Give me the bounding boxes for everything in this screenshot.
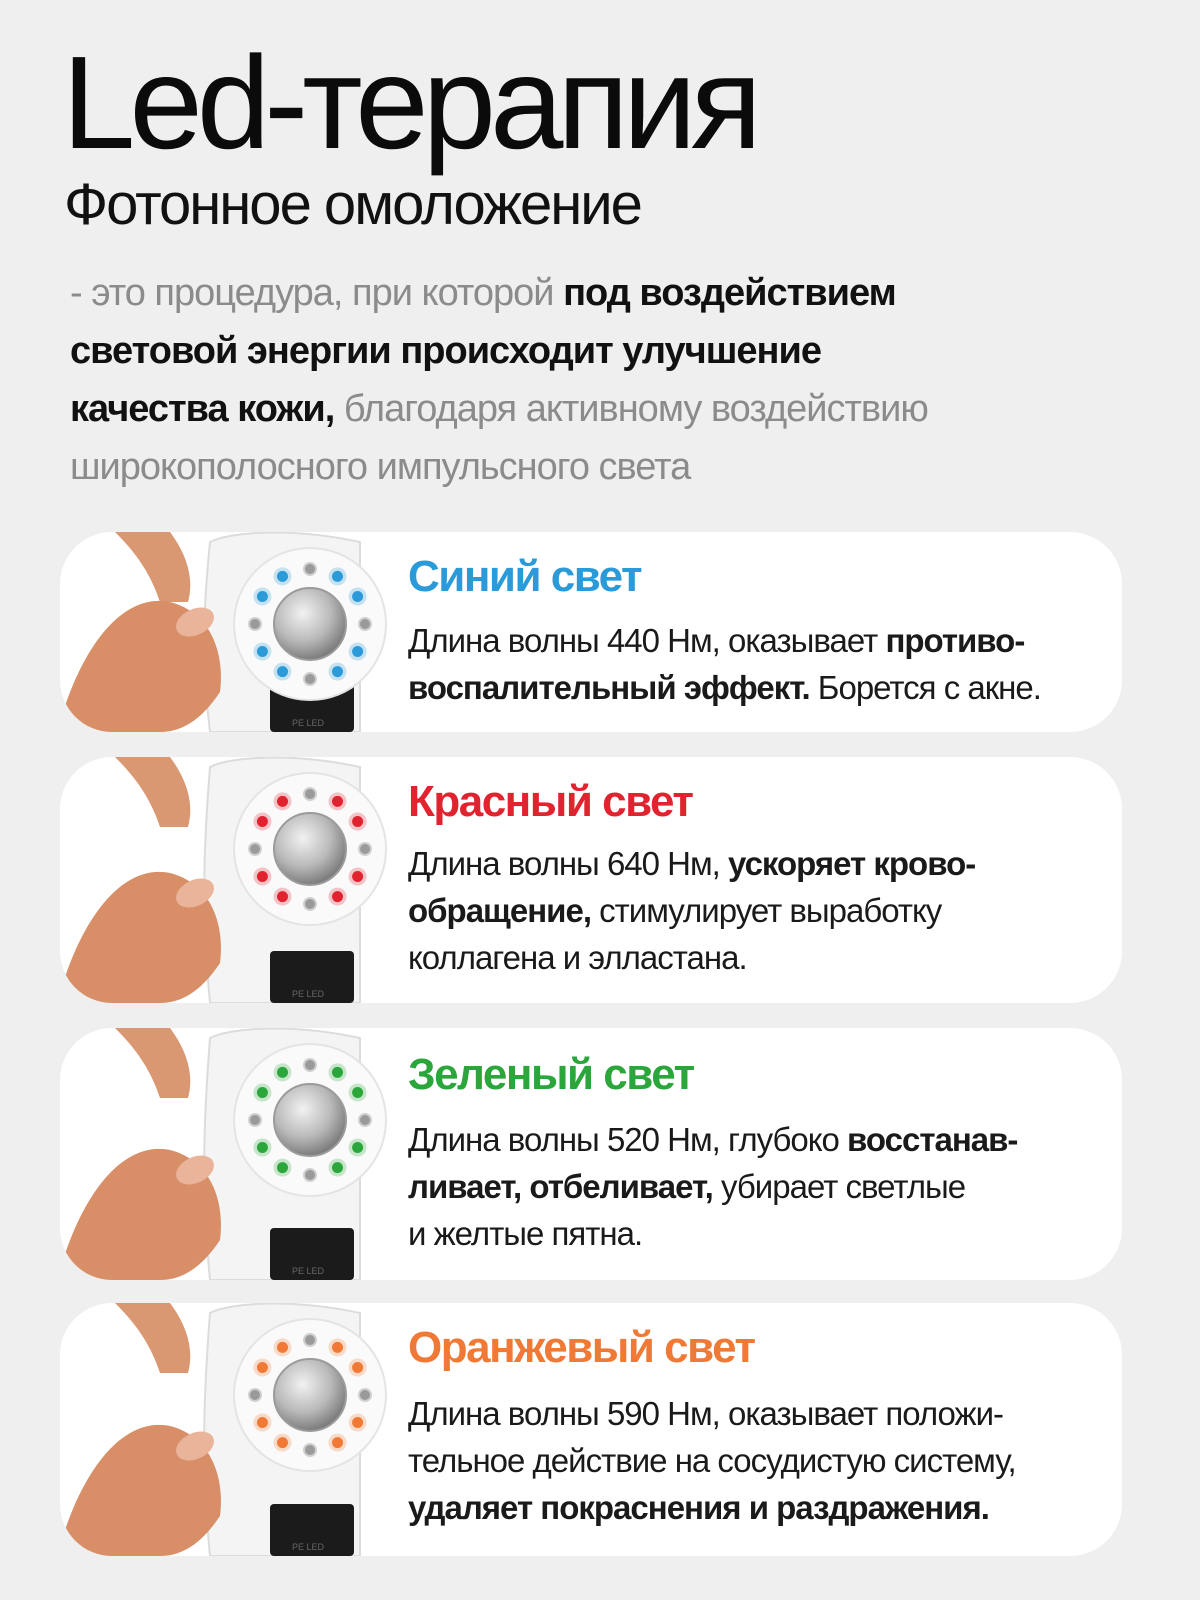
card-text: убирает светлые (712, 1168, 966, 1205)
intro-bold: световой энергии происходит улучшение (70, 330, 821, 372)
card-text: Длина волны 440 Нм, оказывает (408, 622, 886, 659)
card-title: Синий свет (408, 552, 642, 601)
card-description (408, 840, 1098, 981)
card-text: коллагена и элластана. (408, 939, 747, 976)
card-text-bold: удаляет покраснения и раздражения. (408, 1489, 989, 1526)
page-subtitle: Фотонное омоложение (64, 172, 641, 237)
intro-text: - это процедура, при которой (70, 272, 564, 314)
card-description (408, 1116, 1098, 1257)
intro-text: благодаря активному воздействию (334, 388, 928, 430)
intro-text: широкополосного импульсного света (70, 446, 691, 488)
svg-text:PE LED: PE LED (292, 1266, 325, 1276)
led-device-image (60, 1303, 390, 1556)
svg-text:PE LED: PE LED (292, 1542, 325, 1552)
led-device-icon (60, 532, 390, 732)
card-text-bold: ускоряет крово- (728, 845, 976, 882)
led-device-image (60, 532, 390, 732)
card-text: Длина волны 520 Нм, глубоко (408, 1121, 848, 1158)
svg-text:PE LED: PE LED (292, 718, 325, 728)
intro-bold: под воздействием (563, 272, 896, 314)
card-text-bold: противо- (885, 622, 1025, 659)
led-device-icon (60, 1303, 390, 1556)
led-device-image (60, 1028, 390, 1280)
card-description (408, 617, 1098, 711)
led-device-image (60, 757, 390, 1003)
card-text: стимулирует выработку (591, 892, 942, 929)
card-text: Борется с акне. (809, 669, 1041, 706)
card-red-light (60, 757, 1122, 1003)
card-description (408, 1390, 1098, 1531)
card-title: Оранжевый свет (408, 1323, 755, 1372)
led-device-icon (60, 1028, 390, 1280)
card-title: Зеленый свет (408, 1050, 694, 1099)
card-text-bold: восстанав- (847, 1121, 1018, 1158)
svg-text:PE LED: PE LED (292, 989, 325, 999)
card-blue-light (60, 532, 1122, 732)
intro-paragraph (70, 264, 1140, 496)
card-text-bold: ливает, отбеливает, (408, 1168, 713, 1205)
led-device-icon (60, 757, 390, 1003)
card-title: Красный свет (408, 777, 693, 826)
card-text: Длина волны 640 Нм, (408, 845, 729, 882)
card-text-bold: обращение, (408, 892, 591, 929)
card-green-light (60, 1028, 1122, 1280)
card-text: Длина волны 590 Нм, оказывает положи- (408, 1395, 1004, 1432)
card-text-bold: воспалительный эффект. (408, 669, 810, 706)
card-text: тельное действие на сосудистую систему, (408, 1442, 1016, 1479)
page-title: Led-терапия (62, 29, 757, 176)
card-orange-light (60, 1303, 1122, 1556)
card-text: и желтые пятна. (408, 1215, 643, 1252)
intro-bold: качества кожи, (70, 388, 335, 430)
